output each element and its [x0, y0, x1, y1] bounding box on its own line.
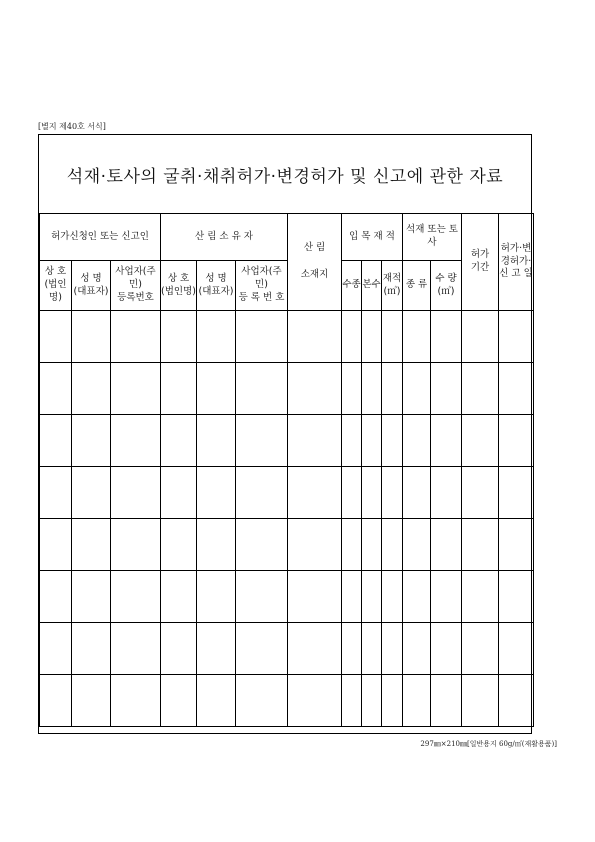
table-cell[interactable] [342, 363, 362, 415]
table-cell[interactable] [499, 415, 534, 467]
table-cell[interactable] [499, 623, 534, 675]
table-cell[interactable] [362, 571, 382, 623]
table-cell[interactable] [382, 675, 403, 727]
table-cell[interactable] [40, 311, 72, 363]
table-cell[interactable] [382, 363, 403, 415]
table-cell[interactable] [431, 363, 462, 415]
header-company: 상 호 (법인명) [40, 261, 72, 311]
table-cell[interactable] [403, 623, 431, 675]
table-cell[interactable] [161, 467, 197, 519]
header-stand-volume-group: 입 목 재 적 [342, 214, 403, 261]
table-cell[interactable] [161, 311, 197, 363]
header-forest-location-top: 산 림 [303, 242, 326, 254]
table-cell[interactable] [462, 363, 499, 415]
table-cell[interactable] [342, 571, 362, 623]
table-cell[interactable] [236, 571, 288, 623]
table-row [40, 623, 534, 675]
table-cell[interactable] [111, 467, 161, 519]
table-cell[interactable] [111, 571, 161, 623]
table-row [40, 415, 534, 467]
table-cell[interactable] [236, 415, 288, 467]
table-cell[interactable] [403, 415, 431, 467]
table-cell[interactable] [431, 467, 462, 519]
table-cell[interactable] [236, 623, 288, 675]
table-cell[interactable] [342, 675, 362, 727]
form-sheet [38, 134, 532, 734]
table-cell[interactable] [288, 363, 342, 415]
table-cell[interactable] [382, 415, 403, 467]
header-name: 성 명 (대표자) [72, 261, 111, 311]
table-cell[interactable] [499, 571, 534, 623]
table-cell[interactable] [462, 311, 499, 363]
table-cell[interactable] [382, 311, 403, 363]
table-cell[interactable] [288, 623, 342, 675]
table-cell[interactable] [161, 571, 197, 623]
header-kind: 종 류 [403, 261, 431, 311]
table-cell[interactable] [403, 363, 431, 415]
table-cell[interactable] [72, 623, 111, 675]
table-cell[interactable] [362, 311, 382, 363]
table-cell[interactable] [362, 363, 382, 415]
table-cell[interactable] [362, 519, 382, 571]
table-cell[interactable] [161, 519, 197, 571]
table-cell[interactable] [72, 519, 111, 571]
table-cell[interactable] [111, 623, 161, 675]
table-cell[interactable] [462, 415, 499, 467]
table-cell[interactable] [40, 467, 72, 519]
table-cell[interactable] [362, 623, 382, 675]
table-cell[interactable] [431, 675, 462, 727]
table-cell[interactable] [288, 415, 342, 467]
header-owner-group: 산 림 소 유 자 [161, 214, 288, 261]
table-cell[interactable] [197, 519, 236, 571]
table-cell[interactable] [499, 467, 534, 519]
table-cell[interactable] [362, 467, 382, 519]
table-cell[interactable] [342, 415, 362, 467]
table-cell[interactable] [197, 623, 236, 675]
header-regno: 사업자(주민) 등록번호 [111, 261, 161, 311]
table-cell[interactable] [72, 571, 111, 623]
table-cell[interactable] [72, 363, 111, 415]
table-cell[interactable] [382, 623, 403, 675]
table-cell[interactable] [462, 623, 499, 675]
table-cell[interactable] [236, 519, 288, 571]
table-row [40, 363, 534, 415]
table-cell[interactable] [111, 363, 161, 415]
table-cell[interactable] [362, 415, 382, 467]
table-cell[interactable] [40, 415, 72, 467]
table-cell[interactable] [342, 519, 362, 571]
table-cell[interactable] [161, 675, 197, 727]
table-cell[interactable] [236, 675, 288, 727]
table-cell[interactable] [288, 311, 342, 363]
table-cell[interactable] [236, 363, 288, 415]
table-cell[interactable] [111, 311, 161, 363]
header-material-group: 석재 또는 토사 [403, 214, 462, 261]
table-cell[interactable] [403, 519, 431, 571]
table-cell[interactable] [288, 519, 342, 571]
table-cell[interactable] [111, 415, 161, 467]
table-cell[interactable] [40, 623, 72, 675]
page-title: 석재·토사의 굴취·채취허가·변경허가 및 신고에 관한 자료 [66, 166, 504, 187]
table-cell[interactable] [382, 467, 403, 519]
table-cell[interactable] [403, 467, 431, 519]
table-cell[interactable] [342, 623, 362, 675]
table-cell[interactable] [72, 467, 111, 519]
table-cell[interactable] [288, 675, 342, 727]
table-cell[interactable] [403, 675, 431, 727]
table-cell[interactable] [462, 467, 499, 519]
table-cell[interactable] [288, 467, 342, 519]
table-cell[interactable] [431, 311, 462, 363]
header-permit-period: 허가 기간 [462, 214, 499, 311]
paper-spec-note: 297㎜×210㎜[일반용지 60g/㎡(재활용품)] [420, 740, 557, 748]
table-cell[interactable] [197, 363, 236, 415]
form-tag: [별지 제40호 서식] [38, 122, 106, 131]
table-cell[interactable] [40, 675, 72, 727]
header-owner-regno: 사업자(주민) 등 록 번 호 [236, 261, 288, 311]
table-cell[interactable] [161, 415, 197, 467]
table-cell[interactable] [288, 571, 342, 623]
table-cell[interactable] [161, 623, 197, 675]
header-owner-name: 성 명 (대표자) [197, 261, 236, 311]
table-cell[interactable] [362, 675, 382, 727]
table-cell[interactable] [462, 519, 499, 571]
header-count: 본수 [362, 261, 382, 311]
header-forest-location-bottom: 소재지 [300, 269, 329, 280]
table-cell[interactable] [236, 467, 288, 519]
table-cell[interactable] [342, 311, 362, 363]
table-cell[interactable] [462, 675, 499, 727]
table-row [40, 311, 534, 363]
table-cell[interactable] [403, 571, 431, 623]
table-cell[interactable] [40, 571, 72, 623]
table-cell[interactable] [197, 571, 236, 623]
table-cell[interactable] [111, 519, 161, 571]
table-cell[interactable] [499, 311, 534, 363]
data-table [39, 213, 534, 727]
table-cell[interactable] [499, 675, 534, 727]
table-row [40, 571, 534, 623]
table-cell[interactable] [111, 675, 161, 727]
table-cell[interactable] [40, 363, 72, 415]
header-volume: 재적 (㎥) [382, 261, 403, 311]
table-cell[interactable] [40, 519, 72, 571]
header-species: 수종 [342, 261, 362, 311]
header-owner-company: 상 호 (법인명) [161, 261, 197, 311]
table-row [40, 519, 534, 571]
table-cell[interactable] [499, 363, 534, 415]
header-quantity: 수 량 (㎥) [431, 261, 462, 311]
table-cell[interactable] [403, 311, 431, 363]
header-change-date: 허가·변 경허가· 신 고 일 [499, 214, 534, 311]
table-cell[interactable] [431, 519, 462, 571]
table-row [40, 467, 534, 519]
table-cell[interactable] [499, 519, 534, 571]
table-cell[interactable] [431, 623, 462, 675]
table-cell[interactable] [197, 415, 236, 467]
table-cell[interactable] [236, 311, 288, 363]
table-cell[interactable] [72, 311, 111, 363]
table-cell[interactable] [431, 415, 462, 467]
table-cell[interactable] [197, 675, 236, 727]
header-forest-location [288, 214, 342, 311]
table-cell[interactable] [342, 467, 362, 519]
table-cell[interactable] [382, 519, 403, 571]
table-cell[interactable] [382, 571, 403, 623]
table-cell[interactable] [197, 467, 236, 519]
table-cell[interactable] [431, 571, 462, 623]
table-cell[interactable] [197, 311, 236, 363]
table-cell[interactable] [72, 675, 111, 727]
header-applicant-group: 허가신청인 또는 신고인 [40, 214, 161, 261]
table-cell[interactable] [72, 415, 111, 467]
table-row [40, 675, 534, 727]
table-cell[interactable] [161, 363, 197, 415]
table-cell[interactable] [462, 571, 499, 623]
